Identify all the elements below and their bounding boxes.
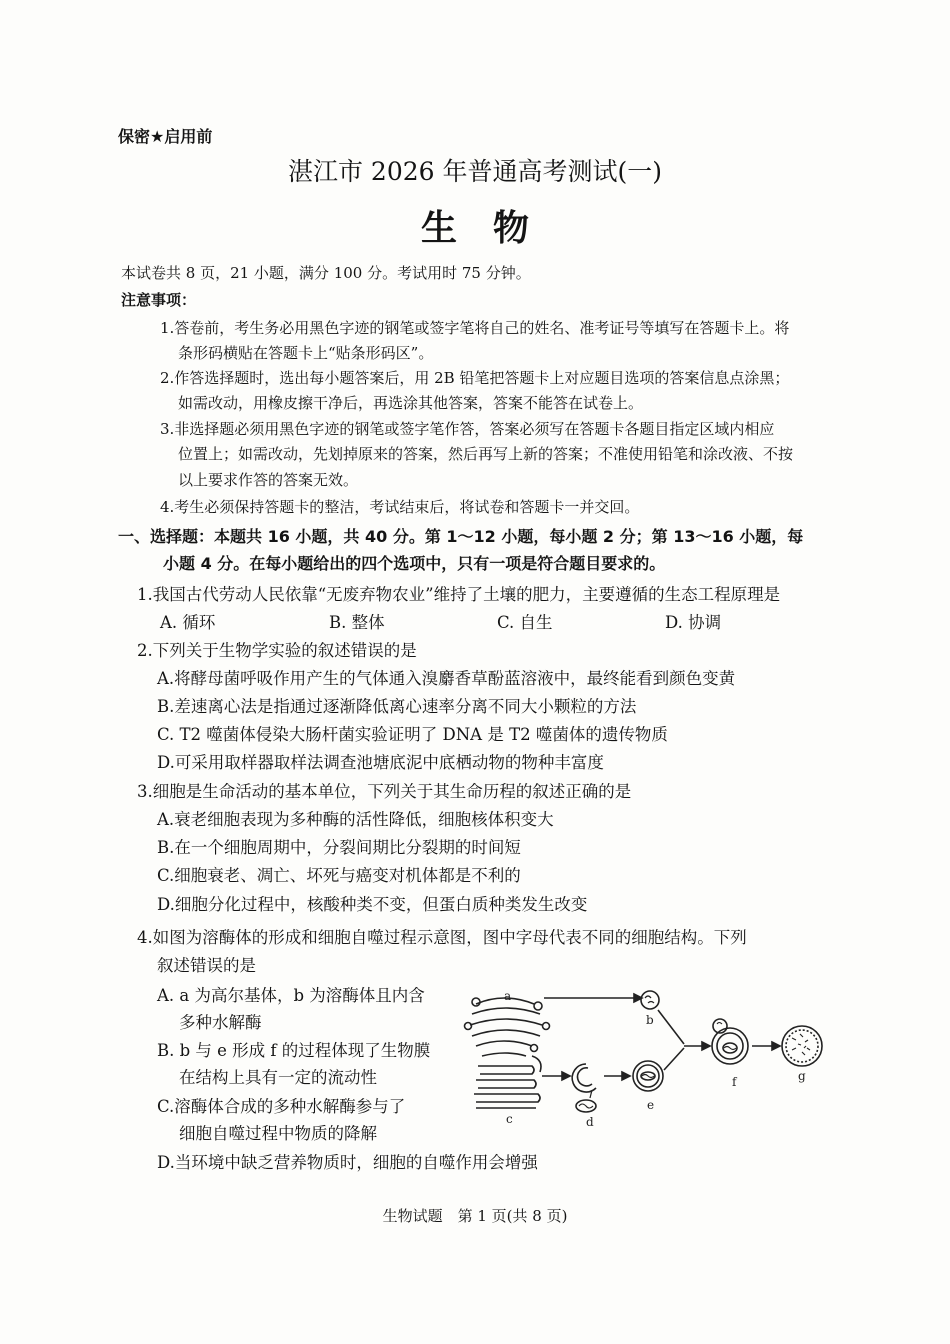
q4-option-a-line-2: 多种水解酶 (179, 1013, 262, 1032)
label-g: g (798, 1069, 806, 1083)
section1-heading-line-1: 一、选择题：本题共 16 小题，共 40 分。第 1～12 小题，每小题 2 分；第 13～16 小题，每 (118, 527, 804, 546)
q3-option-d: D.细胞分化过程中，核酸种类不变，但蛋白质种类发生改变 (157, 895, 588, 914)
notice-item-3-line-1: 3.非选择题必须用黑色字迹的钢笔或签字笔作答，答案必须写在答题卡各题目指定区域内相应 (160, 420, 775, 438)
q3-option-b: B.在一个细胞周期中，分裂间期比分裂期的时间短 (157, 838, 521, 857)
notice-item-1-line-2: 条形码横贴在答题卡上“贴条形码区”。 (178, 344, 434, 362)
q2-option-a: A.将酵母菌呼吸作用产生的气体通入溴麝香草酚蓝溶液中，最终能看到颜色变黄 (157, 669, 736, 688)
q4-option-d: D.当环境中缺乏营养物质时，细胞的自噬作用会增强 (157, 1153, 538, 1172)
q1-option-a: A. 循环 (160, 613, 216, 632)
label-a: a (504, 989, 512, 1003)
lysosome-b (641, 991, 659, 1009)
q4-option-c-line-1: C.溶酶体合成的多种水解酶参与了 (157, 1097, 406, 1116)
notice-item-4-line-1: 4.考生必须保持答题卡的整洁，考试结束后，将试卷和答题卡一并交回。 (160, 498, 640, 516)
notice-item-3-line-3: 以上要求作答的答案无效。 (178, 471, 359, 489)
label-b: b (646, 1013, 654, 1027)
subject-title: 生 物 (420, 208, 529, 249)
q4-option-b-line-2: 在结构上具有一定的流动性 (179, 1068, 377, 1087)
q4-option-a-line-1: A. a 为高尔基体，b 为溶酶体且内含 (157, 986, 425, 1005)
notice-heading: 注意事项： (121, 291, 197, 309)
autolysosome-f (712, 1019, 748, 1064)
phagophore (572, 1064, 596, 1092)
golgi-apparatus-a (465, 998, 550, 1052)
page-footer: 生物试题 第 1 页(共 8 页) (382, 1207, 568, 1225)
q2-option-c: C. T2 噬菌体侵染大肠杆菌实验证明了 DNA 是 T2 噬菌体的遗传物质 (157, 725, 668, 744)
degradation-products-g (782, 1026, 822, 1066)
endoplasmic-reticulum-c (474, 1053, 541, 1108)
intro-text: 本试卷共 8 页，21 小题，满分 100 分。考试用时 75 分钟。 (121, 264, 531, 282)
q4-option-b-line-1: B. b 与 e 形成 f 的过程体现了生物膜 (157, 1041, 431, 1060)
q1-stem: 1.我国古代劳动人民依靠“无废弃物农业”维持了土壤的肥力，主要遵循的生态工程原理是 (137, 585, 781, 604)
autophagosome-e (633, 1061, 663, 1091)
exam-title: 湛江市 2026 年普通高考测试(一) (287, 157, 663, 186)
notice-item-2-line-1: 2.作答选择题时，选出每小题答案后，用 2B 铅笔把答题卡上对应题目选项的答案信息点涂黑； (160, 369, 790, 387)
organelle-d (576, 1100, 596, 1112)
q3-option-a: A.衰老细胞表现为多种酶的活性降低，细胞核体积变大 (157, 810, 554, 829)
q1-option-c: C. 自生 (497, 613, 553, 632)
section1-heading-line-2: 小题 4 分。在每小题给出的四个选项中，只有一项是符合题目要求的。 (163, 554, 666, 573)
q4-option-c-line-2: 细胞自噬过程中物质的降解 (179, 1124, 377, 1143)
q2-option-b: B.差速离心法是指通过逐渐降低离心速率分离不同大小颗粒的方法 (157, 697, 637, 716)
label-d: d (586, 1115, 594, 1129)
notice-item-2-line-2: 如需改动，用橡皮擦干净后，再选涂其他答案，答案不能答在试卷上。 (178, 394, 644, 412)
q2-option-d: D.可采用取样器取样法调查池塘底泥中底栖动物的物种丰富度 (157, 753, 604, 772)
label-f: f (732, 1075, 737, 1089)
q2-stem: 2.下列关于生物学实验的叙述错误的是 (137, 641, 417, 660)
autophagy-diagram (462, 980, 842, 1130)
notice-item-1-line-1: 1.答卷前，考生务必用黑色字迹的钢笔或签字笔将自己的姓名、准考证号等填写在答题卡上。将 (160, 319, 790, 337)
q1-option-b: B. 整体 (329, 613, 385, 632)
notice-item-3-line-2: 位置上；如需改动，先划掉原来的答案，然后再写上新的答案；不准使用铅笔和涂改液、不按 (178, 445, 794, 463)
confidential-label: 保密★启用前 (118, 127, 213, 146)
q4-stem-line-1: 4.如图为溶酶体的形成和细胞自噬过程示意图，图中字母代表不同的细胞结构。下列 (137, 928, 747, 947)
label-e: e (647, 1098, 655, 1112)
q3-stem: 3.细胞是生命活动的基本单位，下列关于其生命历程的叙述正确的是 (137, 782, 632, 801)
label-c: c (506, 1112, 513, 1126)
q1-option-d: D. 协调 (665, 613, 722, 632)
q3-option-c: C.细胞衰老、凋亡、坏死与癌变对机体都是不利的 (157, 866, 521, 885)
q4-stem-line-2: 叙述错误的是 (157, 956, 256, 975)
